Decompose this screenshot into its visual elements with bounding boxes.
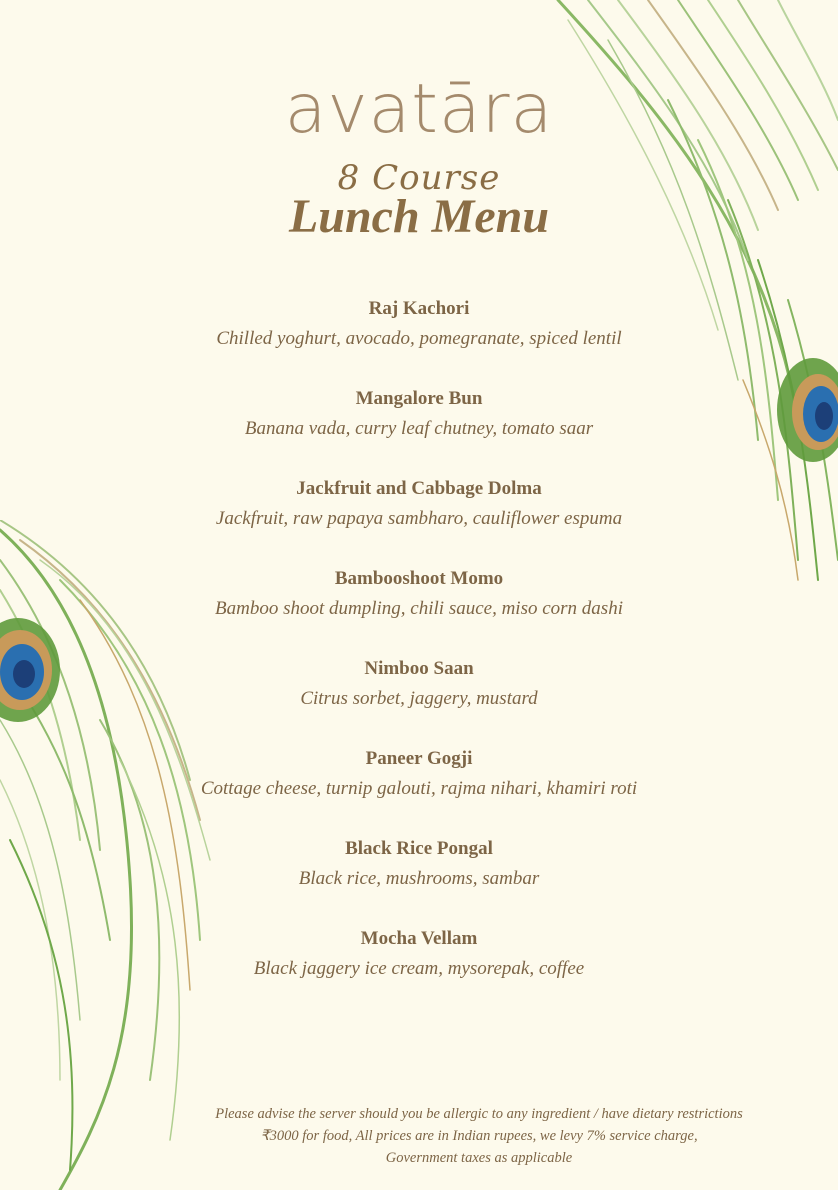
course-name: Nimboo Saan [364,658,474,679]
tax-notice: Government taxes as applicable [385,1150,573,1166]
course-list [0,296,838,1016]
course-description: Bamboo shoot dumpling, chili sauce, miso corn dashi [215,598,623,619]
menu-title: Lunch Menu [288,190,550,243]
course-description: Cottage cheese, turnip galouti, rajma nihari, khamiri roti [200,778,638,799]
course-description: Citrus sorbet, jaggery, mustard [300,688,538,709]
course-name: Black Rice Pongal [345,838,493,859]
footer-notes [160,1103,798,1169]
course-item [0,746,838,836]
course-description: Black jaggery ice cream, mysorepak, coffee [253,958,585,979]
course-name: Bambooshoot Momo [334,568,504,589]
course-name: Paneer Gogji [365,748,473,769]
course-item [0,476,838,566]
course-name: Raj Kachori [368,298,470,319]
allergy-notice: Please advise the server should you be allergic to any ingredient / have dietary restrictions [215,1106,743,1122]
price-notice: ₹3000 for food, All prices are in Indian rupees, we levy 7% service charge, [260,1128,698,1144]
course-item [0,926,838,1016]
course-description: Black rice, mushrooms, sambar [298,868,540,889]
course-item [0,566,838,656]
course-description: Banana vada, curry leaf chutney, tomato saar [244,418,594,439]
menu-subtitle: 8 Course [337,158,501,198]
course-item [0,656,838,746]
course-description: Chilled yoghurt, avocado, pomegranate, spiced lentil [216,328,622,349]
course-name: Jackfruit and Cabbage Dolma [296,478,542,499]
course-item [0,386,838,476]
brand-logo: avatāra [284,70,554,149]
course-description: Jackfruit, raw papaya sambharo, cauliflower espuma [215,508,623,529]
course-item [0,296,838,386]
course-name: Mangalore Bun [355,388,483,409]
course-item [0,836,838,926]
course-name: Mocha Vellam [360,928,478,949]
